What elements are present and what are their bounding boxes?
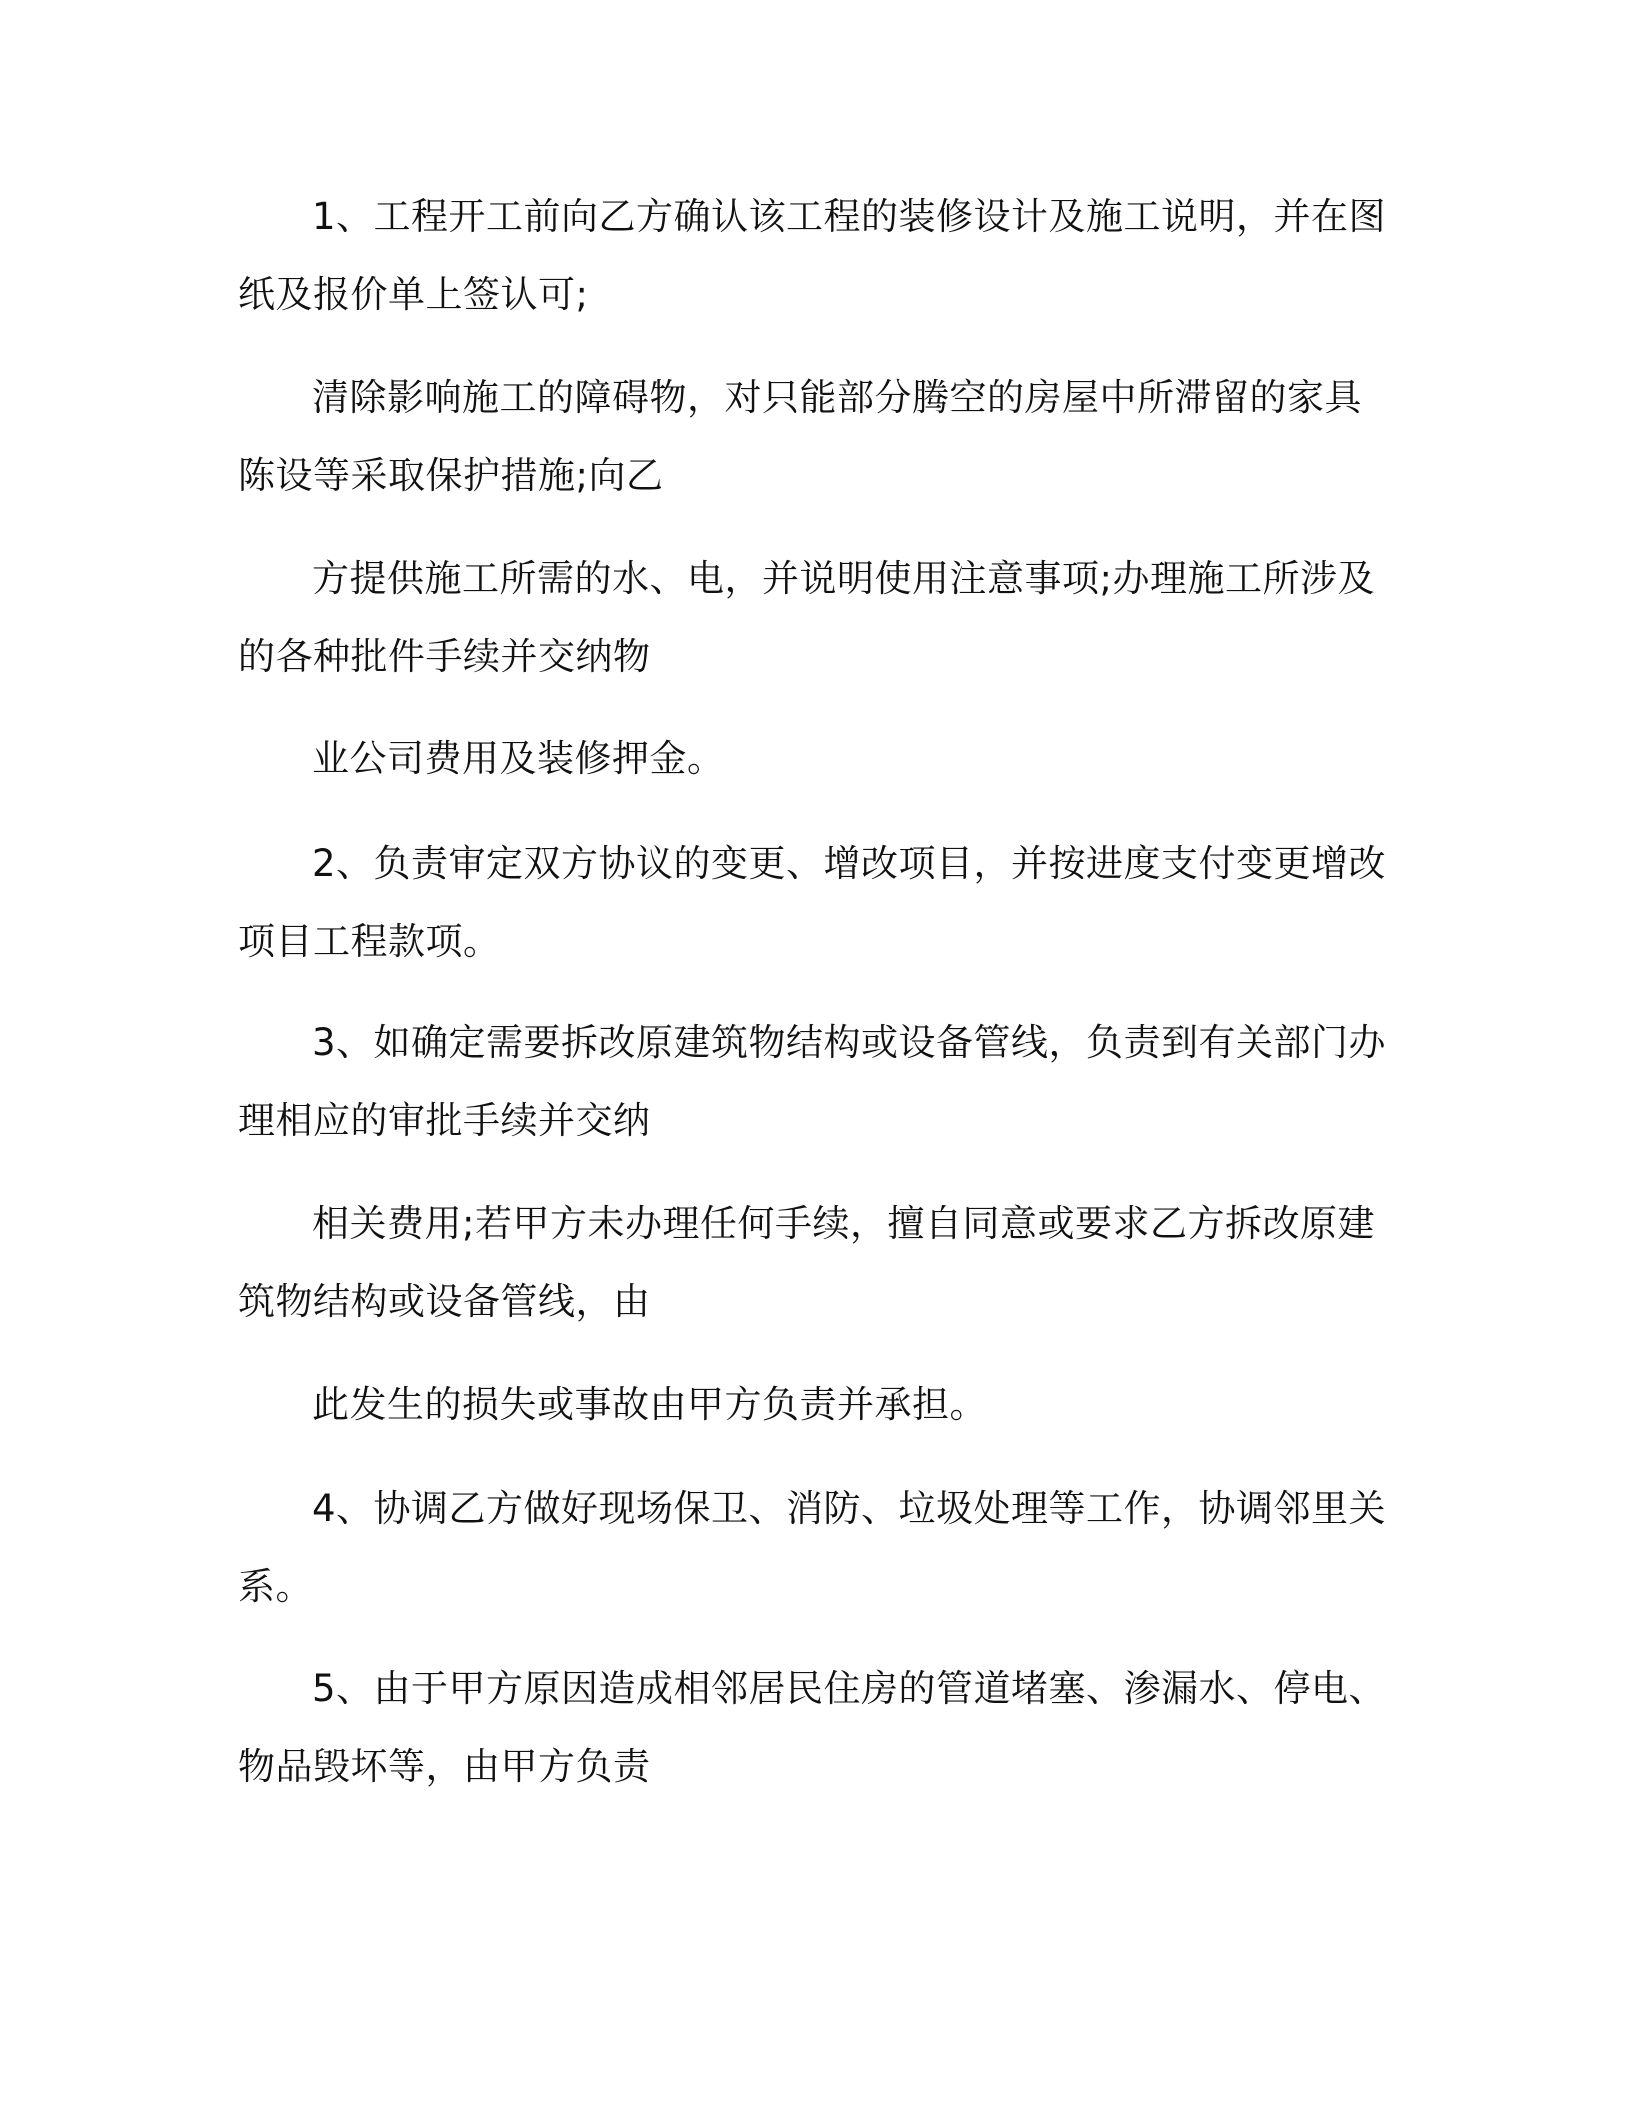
paragraph-line: 理相应的审批手续并交纳 [238,1099,651,1142]
paragraph-line: 的各种批件手续并交纳物 [238,635,651,678]
paragraph-7 [238,1185,1398,1341]
paragraph-2 [238,359,1398,515]
paragraph-8 [238,1366,1398,1444]
paragraph-line: 物品毁坏等，由甲方负责 [238,1745,651,1788]
paragraph-line: 相关费用;若甲方未办理任何手续，擅自同意或要求乙方拆改原建 [312,1202,1375,1245]
paragraph-line: 1、工程开工前向乙方确认该工程的装修设计及施工说明，并在图 [312,195,1387,238]
paragraph-line: 清除影响施工的障碍物，对只能部分腾空的房屋中所滞留的家具 [312,376,1362,419]
paragraph-line: 项目工程款项。 [238,920,501,963]
paragraph-line: 3、如确定需要拆改原建筑物结构或设备管线，负责到有关部门办 [312,1021,1387,1064]
paragraph-9 [238,1470,1398,1626]
paragraph-line: 纸及报价单上签认可; [238,273,589,316]
paragraph-6 [238,1004,1398,1160]
paragraph-3 [238,540,1398,696]
paragraph-line: 系。 [238,1565,313,1608]
paragraph-line: 筑物结构或设备管线，由 [238,1280,651,1323]
paragraph-line: 5、由于甲方原因造成相邻居民住房的管道堵塞、渗漏水、停电、 [312,1667,1387,1710]
paragraph-line: 此发生的损失或事故由甲方负责并承担。 [312,1383,987,1426]
paragraph-line: 陈设等采取保护措施;向乙 [238,454,664,497]
paragraph-5 [238,825,1398,981]
paragraph-line: 方提供施工所需的水、电，并说明使用注意事项;办理施工所涉及 [312,557,1375,600]
paragraph-line: 业公司费用及装修押金。 [312,737,725,780]
paragraph-4 [238,720,1398,798]
paragraph-line: 4、协调乙方做好现场保卫、消防、垃圾处理等工作，协调邻里关 [312,1487,1387,1530]
paragraph-1 [238,178,1398,334]
paragraph-line: 2、负责审定双方协议的变更、增改项目，并按进度支付变更增改 [312,842,1387,885]
paragraph-10 [238,1650,1398,1806]
